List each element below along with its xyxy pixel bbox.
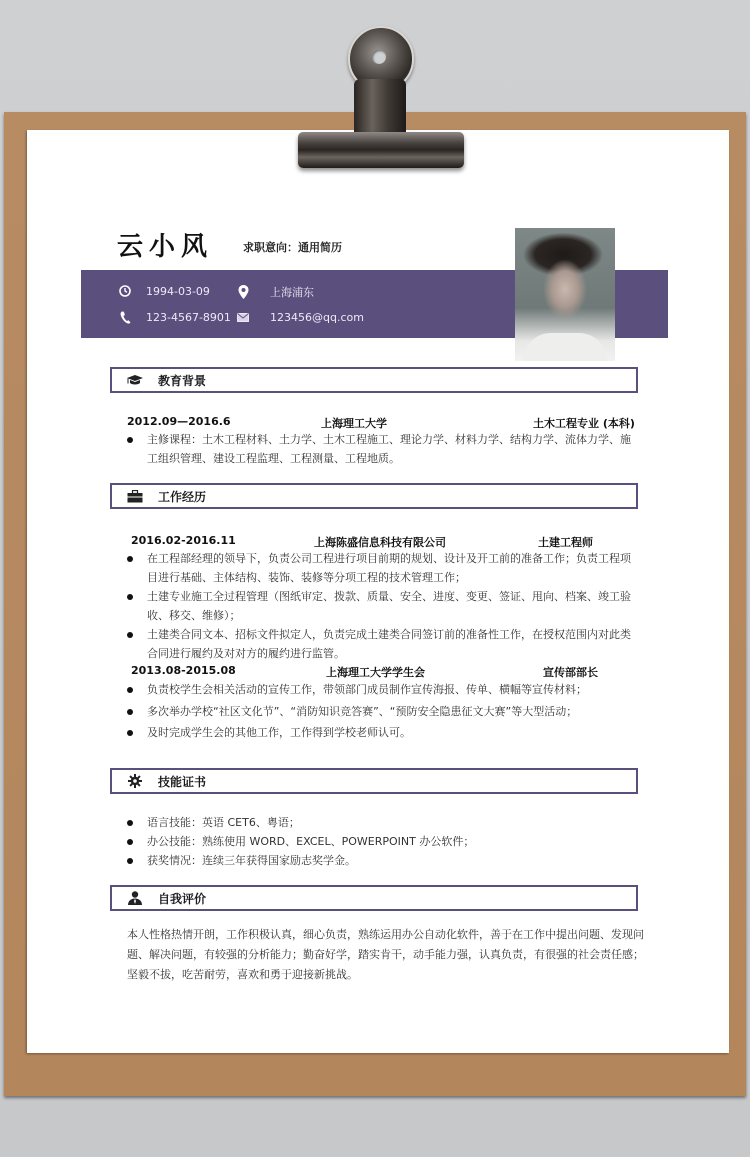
skill-bullet: 获奖情况：连续三年获得国家励志奖学金。: [127, 851, 637, 870]
location-info: [236, 284, 314, 300]
map-pin-icon: [236, 285, 250, 299]
work-role: 土建工程师: [538, 536, 593, 549]
bullet-dot: [127, 437, 133, 443]
location-value: 上海浦东: [270, 286, 314, 299]
work-bullet: 土建专业施工全过程管理（图纸审定、拨款、质量、安全、进度、变更、签证、甩向、档案、竣工验收、移交、维修）；: [127, 587, 637, 625]
binder-clip: [298, 24, 464, 172]
graduation-cap-icon: [126, 374, 144, 386]
phone-icon: [118, 310, 132, 324]
section-skills: [110, 768, 638, 794]
bullet-dot: [127, 839, 133, 845]
section-title: 技能证书: [158, 774, 207, 789]
section-education: [110, 367, 638, 393]
bullet-dot: [127, 730, 133, 736]
work-bullet: 多次举办学校“社区文化节”、“消防知识竞答赛”、“预防安全隐患征文大赛”等大型活动；: [127, 702, 647, 721]
photo-shirt: [523, 333, 607, 361]
work-role: 宣传部部长: [543, 666, 598, 679]
job-intent: 求职意向：通用简历: [243, 241, 342, 254]
section-self-eval: [110, 885, 638, 911]
work-bullet: 及时完成学生会的其他工作，工作得到学校老师认可。: [127, 723, 647, 742]
work-org: 上海理工大学学生会: [326, 666, 425, 679]
briefcase-icon: [126, 490, 144, 503]
edu-period: 2012.09—2016.6: [127, 415, 231, 428]
section-title: 教育背景: [158, 373, 207, 388]
section-work: [110, 483, 638, 509]
email-info: [236, 310, 364, 324]
phone-info: [118, 310, 231, 324]
work-period: 2016.02-2016.11: [131, 534, 236, 547]
skill-bullet: 办公技能：熟练使用 WORD、EXCEL、POWERPOINT 办公软件；: [127, 832, 637, 851]
work-org: 上海陈盛信息科技有限公司: [314, 536, 446, 549]
clip-hole: [372, 50, 386, 64]
self-eval-text: 本人性格热情开朗，工作积极认真，细心负责，熟练运用办公自动化软件，善于在工作中提出问题、发现问题、解决问题，有较强的分析能力；勤奋好学，踏实肯干，动手能力强，认真负责，有很强的社会责任感；坚毅不拔，吃苦耐劳，喜欢和勇于迎接新挑战。: [127, 928, 644, 981]
work-bullet: 在工程部经理的领导下，负责公司工程进行项目前期的规划、设计及开工前的准备工作；负责工程项目进行基础、主体结构、装饰、装修等分项工程的技术管理工作；: [127, 549, 637, 587]
edu-bullet: 主修课程：土木工程材料、土力学、土木工程施工、理论力学、材料力学、结构力学、流体力学、施工组织管理、建设工程监理、工程测量、工程地质。: [127, 430, 637, 468]
edu-major: 土木工程专业 (本科): [533, 417, 635, 430]
bullet-dot: [127, 687, 133, 693]
bullet-dot: [127, 594, 133, 600]
bullet-dot: [127, 709, 133, 715]
birthdate-info: [118, 284, 210, 298]
candidate-name: 云小风: [117, 232, 214, 262]
clock-icon: [118, 284, 132, 298]
bullet-dot: [127, 820, 133, 826]
work-bullet: 土建类合同文本、招标文件拟定人，负责完成土建类合同签订前的准备性工作，在授权范围内对此类合同进行履约及对对方的履约进行监管。: [127, 625, 637, 663]
work-period: 2013.08-2015.08: [131, 664, 236, 677]
bullet-dot: [127, 632, 133, 638]
clip-bar: [298, 132, 464, 168]
gear-icon: [126, 774, 144, 788]
birthdate-value: 1994-03-09: [146, 284, 210, 298]
bullet-dot: [127, 858, 133, 864]
section-title: 自我评价: [158, 891, 207, 906]
profile-photo: [515, 228, 615, 361]
user-tie-icon: [126, 891, 144, 905]
phone-value: 123-4567-8901: [146, 310, 231, 324]
email-value: 123456@qq.com: [270, 310, 364, 324]
envelope-icon: [236, 310, 250, 324]
work-bullet: 负责校学生会相关活动的宣传工作，带领部门成员制作宣传海报、传单、横幅等宣传材料；: [127, 680, 647, 699]
bullet-dot: [127, 556, 133, 562]
edu-school: 上海理工大学: [321, 417, 387, 430]
skill-bullet: 语言技能：英语 CET6、粤语；: [127, 813, 637, 832]
section-title: 工作经历: [158, 489, 207, 504]
